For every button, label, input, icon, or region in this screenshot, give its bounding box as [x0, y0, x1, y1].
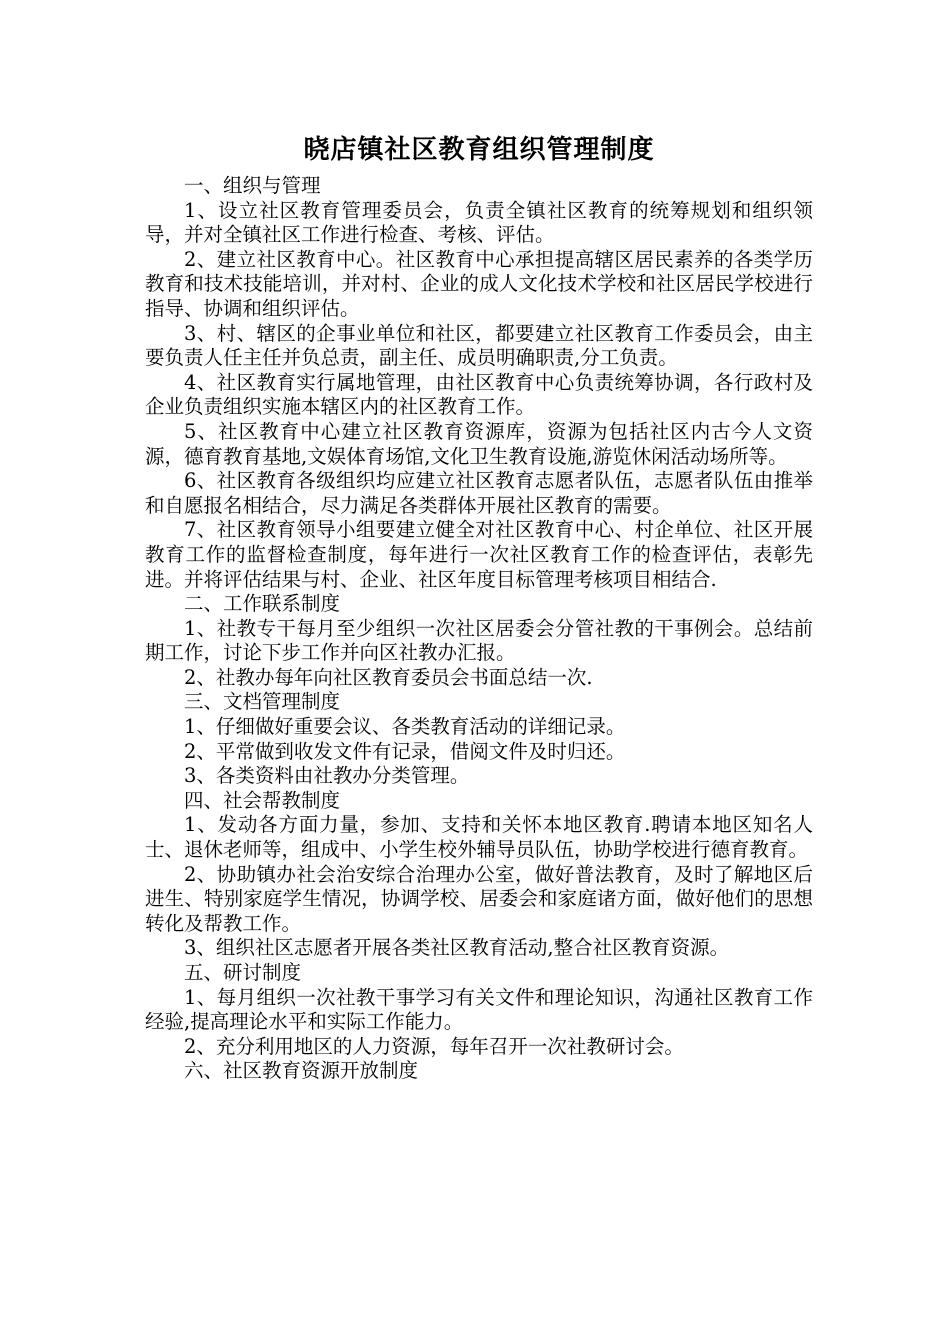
- paragraph: 3、各类资料由社教办分类管理。: [184, 764, 470, 788]
- section-heading: 一、组织与管理: [184, 174, 321, 197]
- paragraph: 2、建立社区教育中心。社区教育中心承担提高辖区居民素养的各类学历教育和技术技能培训，并对村、企业的成人文化技术学校和社区居民学校进行指导、协调和组织评估。: [145, 247, 813, 320]
- paragraph: 1、设立社区教育管理委员会，负责全镇社区教育的统筹规划和组织领导，并对全镇社区工作进行检查、考核、评估。: [145, 198, 813, 247]
- paragraph: 3、组织社区志愿者开展各类社区教育活动,整合社区教育资源。: [184, 936, 730, 960]
- paragraph: 2、社教办每年向社区教育委员会书面总结一次.: [184, 665, 593, 689]
- paragraph: 1、每月组织一次社教干事学习有关文件和理论知识，沟通社区教育工作经验,提高理论水平和实际工作能力。: [145, 985, 813, 1034]
- paragraph: 2、平常做到收发文件有记录，借阅文件及时归还。: [184, 739, 626, 763]
- document-title: 晓店镇社区教育组织管理制度: [303, 135, 655, 165]
- paragraph: 1、社教专干每月至少组织一次社区居委会分管社教的干事例会。总结前期工作，讨论下步工作并向区社教办汇报。: [145, 616, 813, 665]
- paragraph: 3、村、辖区的企事业单位和社区，都要建立社区教育工作委员会，由主要负责人任主任并负总责，副主任、成员明确职责,分工负责。: [145, 321, 813, 370]
- section-heading: 六、社区教育资源开放制度: [184, 1059, 419, 1083]
- paragraph: 2、充分利用地区的人力资源，每年召开一次社教研讨会。: [184, 1034, 684, 1058]
- document-body: [145, 174, 813, 1084]
- paragraph: 4、社区教育实行属地管理，由社区教育中心负责统筹协调，各行政村及企业负责组织实施本辖区内的社区教育工作。: [145, 370, 813, 419]
- paragraph: 6、社区教育各级组织均应建立社区教育志愿者队伍，志愿者队伍由推举和自愿报名相结合，尽力满足各类群体开展社区教育的需要。: [145, 469, 813, 517]
- paragraph: 2、协助镇办社会治安综合治理办公室，做好普法教育，及时了解地区后进生、特别家庭学生情况，协调学校、居委会和家庭诸方面，做好他们的思想转化及帮教工作。: [145, 862, 813, 935]
- document-page: [145, 128, 813, 1084]
- section-heading: 五、研讨制度: [184, 961, 302, 984]
- paragraph: 1、发动各方面力量，参加、支持和关怀本地区教育.聘请本地区知名人士、退休老师等，组成中、小学生校外辅导员队伍，协助学校进行德育教育。: [145, 813, 813, 862]
- section-heading: 四、社会帮教制度: [184, 788, 341, 812]
- paragraph: 5、社区教育中心建立社区教育资源库，资源为包括社区内古今人文资源，德育教育基地,文娱体育场馆,文化卫生教育设施,游览休闲活动场所等。: [145, 419, 813, 468]
- paragraph: 7、社区教育领导小组要建立健全对社区教育中心、村企单位、社区开展教育工作的监督检查制度，每年进行一次社区教育工作的检查评估，表彰先进。并将评估结果与村、企业、社区年度目标管理考核项目相结合.: [145, 518, 813, 591]
- paragraph: 1、仔细做好重要会议、各类教育活动的详细记录。: [184, 715, 626, 739]
- section-heading: 三、文档管理制度: [184, 690, 341, 714]
- section-heading: 二、工作联系制度: [184, 592, 341, 616]
